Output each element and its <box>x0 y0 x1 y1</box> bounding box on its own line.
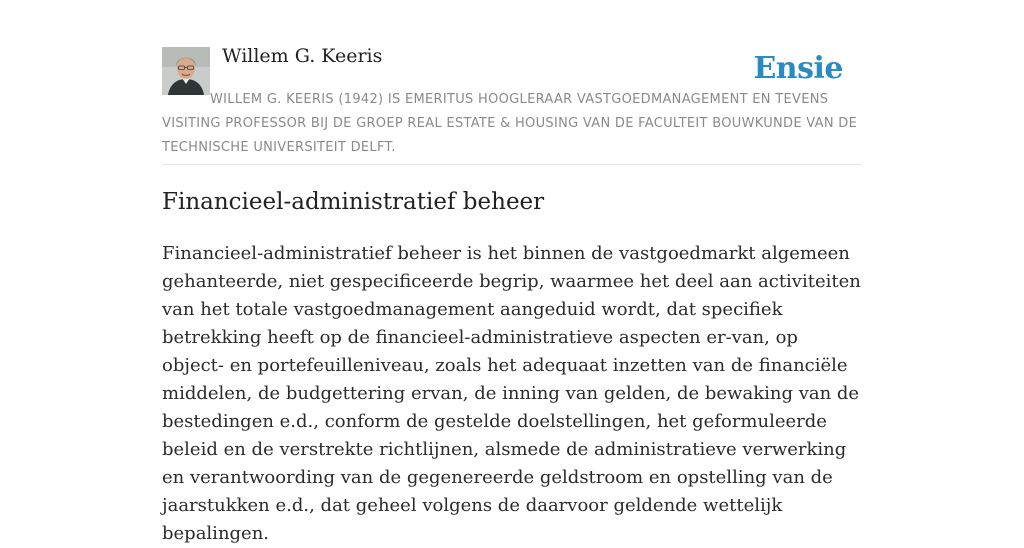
author-name[interactable]: Willem G. Keeris <box>222 45 383 67</box>
article-body: Financieel-administratief beheer is het binnen de vastgoedmarkt algemeen gehanteerde, niet gespecificeerde begrip, waarmee het deel aan activiteiten van het totale vastgoedmanagement aangeduid wordt, dat specifiek betrekking heeft op de financieel-administratieve aspecten er-van, op object- en portefeuilleniveau, zoals het adequaat inzetten van de financiële middelen, de budgettering ervan, de inning van gelden, de bewaking van de bestedingen e.d., conform de gestelde doelstellingen, het geformuleerde beleid en de verstrekte richtlijnen, alsmede de administratieve verwerking en verantwoording van de gegenereerde geldstroom en opstelling van de jaarstukken e.d., dat geheel volgens de daarvoor geldende wettelijk bepalingen. <box>162 243 861 544</box>
author-bio: WILLEM G. KEERIS (1942) IS EMERITUS HOOGLERAAR VASTGOEDMANAGEMENT EN TEVENS VISITING PROFESSOR BIJ DE GROEP REAL ESTATE & HOUSING VAN DE FACULTEIT BOUWKUNDE VAN DE TECHNISCHE UNIVERSITEIT DELFT. <box>162 92 858 155</box>
article-title: Financieel-administratief beheer <box>162 189 545 215</box>
author-header <box>162 0 862 165</box>
ensie-logo[interactable]: Ensie <box>753 51 843 86</box>
